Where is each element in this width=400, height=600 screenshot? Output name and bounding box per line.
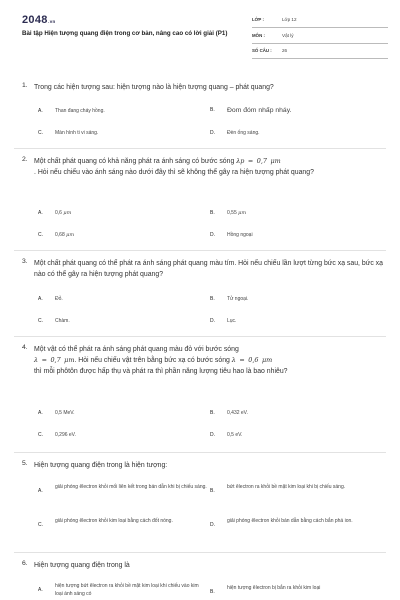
meta-value: Lớp 12 <box>282 17 297 22</box>
option-text: giải phóng êlectron khỏi mối liên kết trong bán dẫn khi bị chiếu sáng. <box>55 484 207 490</box>
logo-suffix: .vn <box>48 19 56 24</box>
option-letter: B. <box>210 488 215 494</box>
option-text <box>55 210 207 218</box>
question-text-part: thì mỗi phôtôn được hấp thụ và phát ra thì phần năng lượng tiêu hao là bao nhiêu? <box>34 368 288 376</box>
option-text: hiện tượng bứt êlectron ra khỏi bề mặt kim loại khi chiếu vào kim loại ánh sáng có <box>55 583 199 597</box>
question-number: 1. <box>22 82 28 89</box>
option-letter: D. <box>210 232 215 238</box>
question-text-part: . Hỏi nếu chiếu vật trên bằng bức xạ có bước sóng <box>74 357 230 365</box>
option-letter: B. <box>210 410 215 416</box>
option-text: Than đang cháy hồng. <box>55 108 105 114</box>
option-letter: A. <box>38 488 43 494</box>
meta-value: Vật lý <box>282 32 294 38</box>
question-text: Hiện tượng quang điện trong là <box>34 562 130 569</box>
meta-value: 26 <box>282 48 288 53</box>
option-letter: A. <box>38 410 43 416</box>
question-number: 2. <box>22 156 28 163</box>
option-text: Lục. <box>227 318 237 324</box>
site-logo[interactable] <box>22 14 56 26</box>
option-text <box>55 232 207 240</box>
meta-row-subject <box>252 30 388 44</box>
meta-label: SỐ CÂU : <box>252 48 272 53</box>
option-text: Đom đóm nhấp nháy. <box>227 107 292 114</box>
question-text <box>34 344 386 378</box>
math-formula: λp = 0,7 μm <box>236 157 281 165</box>
option-letter: C. <box>38 130 43 136</box>
option-letter: D. <box>210 522 215 528</box>
option-text: bứt êlectron ra khỏi bề mặt kim loại khi bị chiếu sáng. <box>227 484 346 490</box>
option-letter: D. <box>210 318 215 324</box>
option-text: 0,296 eV. <box>55 432 76 438</box>
option-text: Chàm. <box>55 318 70 324</box>
option-unit: μm <box>238 210 247 216</box>
option-letter: D. <box>210 432 215 438</box>
option-text: giải phóng êlectron khỏi bán dẫn bằng cách bắn phá ion. <box>227 518 353 524</box>
question-text: Hiện tượng quang điện trong là hiện tượng: <box>34 462 168 469</box>
option-value: 0,6 <box>55 210 62 216</box>
option-text: 0,5 MeV. <box>55 410 75 416</box>
document-header <box>0 0 400 66</box>
question-divider <box>14 552 386 553</box>
option-text: 0,5 eV. <box>227 432 243 438</box>
option-letter: A. <box>38 210 43 216</box>
option-letter: A. <box>38 587 43 593</box>
option-letter: B. <box>210 107 215 113</box>
math-formula: λ = 0,7 μm <box>34 356 75 365</box>
option-letter: C. <box>38 522 43 528</box>
question-divider <box>14 148 386 149</box>
option-text: Đỏ. <box>55 296 63 302</box>
option-text: Màn hình ti vi sáng. <box>55 130 99 136</box>
option-text: giải phóng êlectron khỏi kim loại bằng cách đốt nóng. <box>55 518 173 524</box>
meta-row-count <box>252 45 388 59</box>
question-divider <box>14 250 386 251</box>
meta-label: LỚP : <box>252 17 264 22</box>
question-number: 4. <box>22 344 28 351</box>
option-unit: μm <box>66 232 75 238</box>
option-text <box>227 210 379 218</box>
question-number: 3. <box>22 258 28 265</box>
option-letter: C. <box>38 232 43 238</box>
option-text: hiện tượng êlectron bị bắn ra khỏi kim loại <box>227 585 321 591</box>
question-text <box>34 156 386 178</box>
option-text: Hồng ngoại <box>227 232 253 238</box>
option-letter: B. <box>210 589 215 595</box>
document-title: Bài tập Hiện tượng quang điện trong cơ bản, nâng cao có lời giải (P1) <box>22 30 228 37</box>
option-letter: B. <box>210 210 215 216</box>
option-letter: C. <box>38 432 43 438</box>
meta-row-class <box>252 14 388 28</box>
option-text: 0,432 eV. <box>227 410 248 416</box>
option-value: 0,55 <box>227 210 237 216</box>
option-value: 0,68 <box>55 232 65 238</box>
question-text-part: Một vật có thể phát ra ánh sáng phát quang màu đỏ với bước sóng <box>34 346 239 353</box>
question-text-part: . Hỏi nếu chiếu vào ánh sáng nào dưới đây thì sẽ không thể gây ra hiện tượng phát quang? <box>34 169 314 177</box>
question-number: 5. <box>22 460 28 467</box>
option-letter: A. <box>38 108 43 114</box>
option-letter: B. <box>210 296 215 302</box>
question-text-part: Một chất phát quang có khả năng phát ra ánh sáng có bước sóng <box>34 158 235 165</box>
option-letter: A. <box>38 296 43 302</box>
question-divider <box>14 336 386 337</box>
math-formula: λ = 0,6 μm <box>231 356 273 365</box>
logo-text: 2048 <box>22 14 48 26</box>
option-letter: C. <box>38 318 43 324</box>
question-number: 6. <box>22 560 28 567</box>
option-letter: D. <box>210 130 215 136</box>
question-text: Một chất phát quang có thể phát ra ánh sáng phát quang màu tím. Hỏi nếu chiếu lần lượt từng bức xạ sau, bức xạ nào có thể gây ra hiện tượng phát quang? <box>34 260 383 279</box>
option-unit: μm <box>63 210 72 216</box>
question-divider <box>14 452 386 453</box>
document-meta <box>252 14 388 61</box>
option-text: Đèn ống sáng. <box>227 130 260 136</box>
option-text: Tử ngoại. <box>227 296 249 302</box>
meta-label: MÔN : <box>252 32 265 38</box>
question-text: Trong các hiện tượng sau: hiện tượng nào là hiện tượng quang – phát quang? <box>34 84 274 91</box>
